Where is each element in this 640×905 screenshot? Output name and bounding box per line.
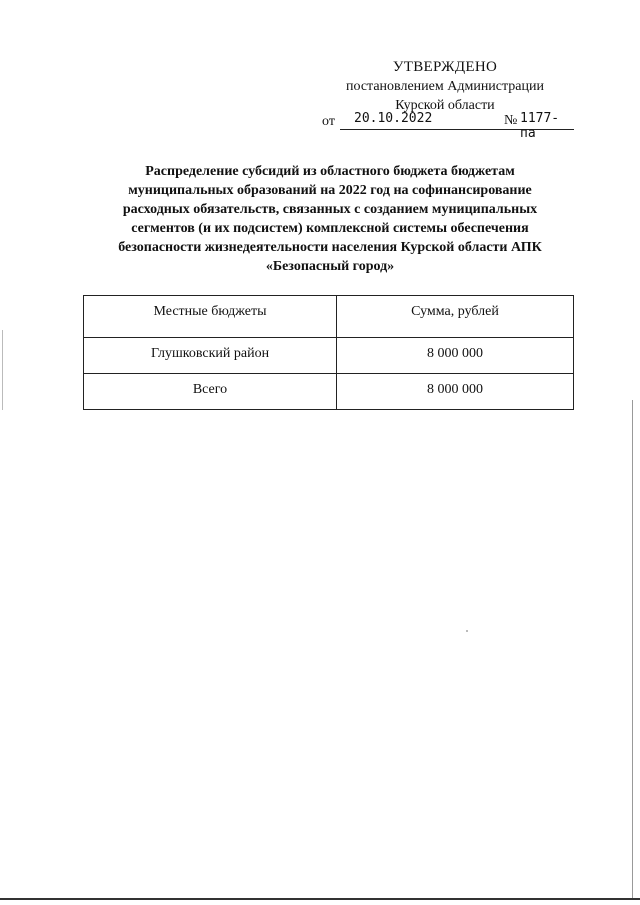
- scan-edge-mark: [632, 400, 633, 900]
- title-line: «Безопасный город»: [265, 259, 395, 274]
- table-cell-budget: Глушковский район: [84, 338, 337, 374]
- approval-line-2: Курской области: [395, 98, 495, 113]
- table-cell-amount: 8 000 000: [337, 338, 574, 374]
- title-line: муниципальных образований на 2022 год на софинансирование: [128, 183, 532, 198]
- column-header-budgets: Местные бюджеты: [84, 296, 337, 338]
- scan-speck: [466, 630, 468, 632]
- title-line: расходных обязательств, связанных с созданием муниципальных: [122, 202, 538, 217]
- number-sign: №: [504, 113, 518, 128]
- date-field: [340, 111, 518, 130]
- scan-bottom-edge: [0, 898, 640, 900]
- budget-table: [83, 295, 574, 410]
- scan-edge-mark: [2, 330, 3, 410]
- approval-line-1: постановлением Администрации: [346, 79, 544, 94]
- table-cell-total-amount: 8 000 000: [337, 374, 574, 410]
- title-line: сегментов (и их подсистем) комплексной системы обеспечения: [131, 221, 529, 236]
- table-row: [84, 338, 574, 374]
- title-line: безопасности жизнедеятельности населения Курской области АПК: [118, 240, 542, 255]
- approval-number: 1177-па: [520, 111, 560, 141]
- number-field: [504, 111, 574, 141]
- document-title: [80, 162, 580, 276]
- title-line: Распределение субсидий из областного бюджета бюджетам: [145, 164, 515, 179]
- table-header-row: [84, 296, 574, 338]
- column-header-amount: Сумма, рублей: [337, 296, 574, 338]
- from-label: от: [322, 114, 335, 129]
- approval-block: [300, 58, 590, 115]
- approved-stamp: УТВЕРЖДЕНО: [392, 59, 498, 75]
- approval-date: 20.10.2022: [354, 111, 433, 126]
- table-row-total: [84, 374, 574, 410]
- table-cell-total-label: Всего: [84, 374, 337, 410]
- approval-date-line: [322, 111, 582, 141]
